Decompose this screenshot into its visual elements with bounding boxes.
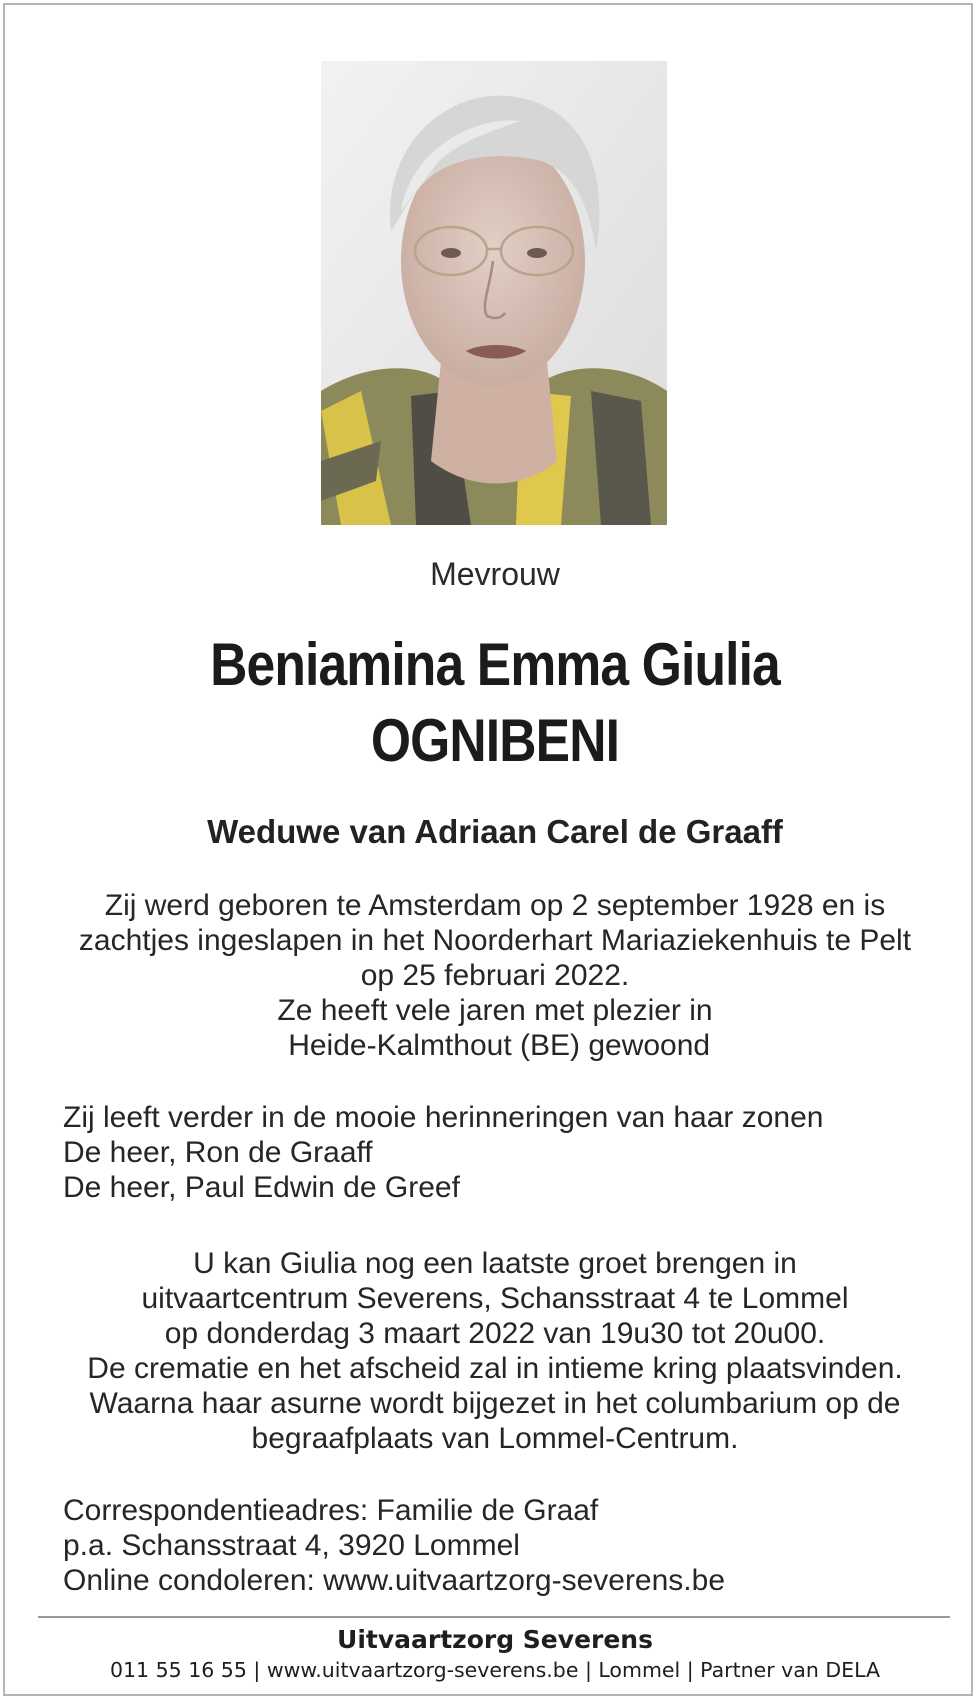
correspondence-street: p.a. Schansstraat 4, 3920 Lommel: [63, 1529, 520, 1562]
paragraph-line: Zij werd geboren te Amsterdam op 2 september 1928 en is: [104, 889, 886, 922]
deceased-surname: OGNIBENI: [370, 707, 620, 774]
farewell-paragraph: [5, 1246, 980, 1456]
birth-and-death-paragraph: [5, 888, 980, 1063]
deceased-given-names: Beniamina Emma Giulia: [210, 631, 780, 698]
paragraph-line: begraafplaats van Lommel-Centrum.: [251, 1422, 739, 1455]
paragraph-line: De crematie en het afscheid zal in intieme kring plaatsvinden.: [87, 1352, 903, 1385]
family-member: De heer, Ron de Graaff: [63, 1136, 373, 1169]
paragraph-line: uitvaartcentrum Severens, Schansstraat 4 te Lommel: [141, 1282, 849, 1315]
paragraph-line: Ze heeft vele jaren met plezier in: [277, 994, 713, 1027]
paragraph-line: zachtjes ingeslapen in het Noorderhart Mariaziekenhuis te Pelt: [78, 924, 912, 957]
family-intro: Zij leeft verder in de mooie herinneringen van haar zonen: [63, 1101, 824, 1134]
correspondence-block: [63, 1493, 725, 1598]
honorific: Mevrouw: [430, 556, 560, 592]
surviving-family-list: [63, 1100, 823, 1205]
paragraph-line: U kan Giulia nog een laatste groet brengen in: [193, 1247, 797, 1280]
paragraph-line: op donderdag 3 maart 2022 van 19u30 tot 20u00.: [164, 1317, 826, 1350]
portrait-photo: [321, 61, 667, 525]
paragraph-line: Waarna haar asurne wordt bijgezet in het columbarium op de: [89, 1387, 901, 1420]
spouse-line: Weduwe van Adriaan Carel de Graaff: [207, 813, 783, 850]
funeral-company-contact: 011 55 16 55 | www.uitvaartzorg-severens.be | Lommel | Partner van DELA: [109, 1658, 881, 1682]
portrait-illustration: [321, 61, 667, 525]
obituary-card: [3, 3, 973, 1696]
footer-divider: [38, 1616, 950, 1618]
paragraph-line: Heide-Kalmthout (BE) gewoond: [279, 1029, 711, 1062]
deceased-name: [74, 627, 917, 779]
correspondence-address: Correspondentieadres: Familie de Graaf: [63, 1494, 599, 1527]
online-condolence: Online condoleren: www.uitvaartzorg-severens.be: [63, 1564, 726, 1597]
funeral-company-name: Uitvaartzorg Severens: [337, 1625, 653, 1654]
family-member: De heer, Paul Edwin de Greef: [63, 1171, 460, 1204]
paragraph-line: op 25 februari 2022.: [360, 959, 630, 992]
